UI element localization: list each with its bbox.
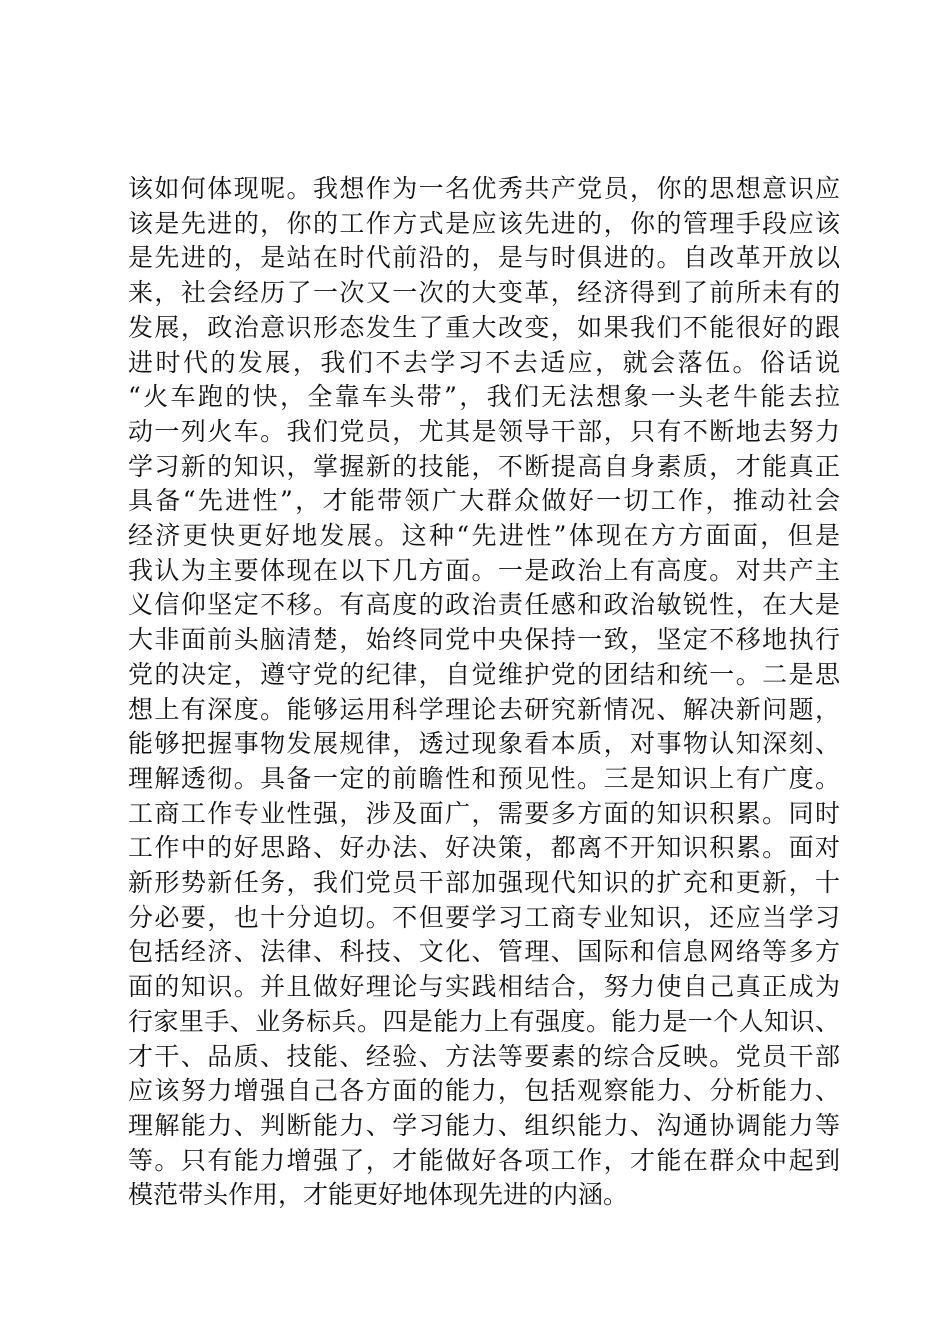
text-line-last: 模范带头作用，才能更好地体现先进的内涵。: [128, 1180, 629, 1210]
text-line: 面的知识。并且做好理论与实践相结合，努力使自己真正成为: [128, 972, 840, 1002]
text-line: 包括经济、法律、科技、文化、管理、国际和信息网络等多方: [128, 937, 840, 967]
text-line: 该是先进的，你的工作方式是应该先进的，你的管理手段应该: [128, 208, 840, 238]
text-line: 分必要，也十分迫切。不但要学习工商专业知识，还应当学习: [128, 902, 840, 932]
text-line: 具备“先进性”，才能带领广大群众做好一切工作，推动社会: [128, 486, 840, 516]
text-line: 等。只有能力增强了，才能做好各项工作，才能在群众中起到: [128, 1145, 840, 1175]
text-line: 动一列火车。我们党员，尤其是领导干部，只有不断地去努力: [128, 416, 840, 446]
text-line: 应该努力增强自己各方面的能力，包括观察能力、分析能力、: [128, 1076, 840, 1106]
text-line: 想上有深度。能够运用科学理论去研究新情况、解决新问题，: [128, 694, 840, 724]
text-line: 工商工作专业性强，涉及面广，需要多方面的知识积累。同时: [128, 798, 840, 828]
text-line: 大非面前头脑清楚，始终同党中央保持一致，坚定不移地执行: [128, 625, 840, 655]
text-line: “火车跑的快，全靠车头带”，我们无法想象一头老牛能去拉: [128, 382, 840, 412]
text-line: 进时代的发展，我们不去学习不去适应，就会落伍。俗话说: [128, 347, 840, 377]
text-line: 新形势新任务，我们党员干部加强现代知识的扩充和更新，十: [128, 868, 840, 898]
text-line: 我认为主要体现在以下几方面。一是政治上有高度。对共产主: [128, 555, 840, 585]
text-line: 经济更快更好地发展。这种“先进性”体现在方方面面，但是: [128, 521, 840, 551]
text-line: 是先进的，是站在时代前沿的，是与时俱进的。自改革开放以: [128, 243, 840, 273]
text-line: 工作中的好思路、好办法、好决策，都离不开知识积累。面对: [128, 833, 840, 863]
text-line: 才干、品质、技能、经验、方法等要素的综合反映。党员干部: [128, 1041, 840, 1071]
text-line: 发展，政治意识形态发生了重大改变，如果我们不能很好的跟: [128, 312, 840, 342]
text-line: 理解能力、判断能力、学习能力、组织能力、沟通协调能力等: [128, 1110, 840, 1140]
text-line: 理解透彻。具备一定的前瞻性和预见性。三是知识上有广度。: [128, 763, 840, 793]
body-paragraph: [128, 172, 840, 1213]
text-line: 行家里手、业务标兵。四是能力上有强度。能力是一个人知识、: [128, 1006, 840, 1036]
text-line: 党的决定，遵守党的纪律，自觉维护党的团结和统一。二是思: [128, 659, 840, 689]
text-line: 学习新的知识，掌握新的技能，不断提高自身素质，才能真正: [128, 451, 840, 481]
text-line: 能够把握事物发展规律，透过现象看本质，对事物认知深刻、: [128, 729, 840, 759]
text-line: 来，社会经历了一次又一次的大变革，经济得到了前所未有的: [128, 278, 840, 308]
text-line: 该如何体现呢。我想作为一名优秀共产党员，你的思想意识应: [128, 174, 840, 203]
text-line: 义信仰坚定不移。有高度的政治责任感和政治敏锐性，在大是: [128, 590, 840, 620]
